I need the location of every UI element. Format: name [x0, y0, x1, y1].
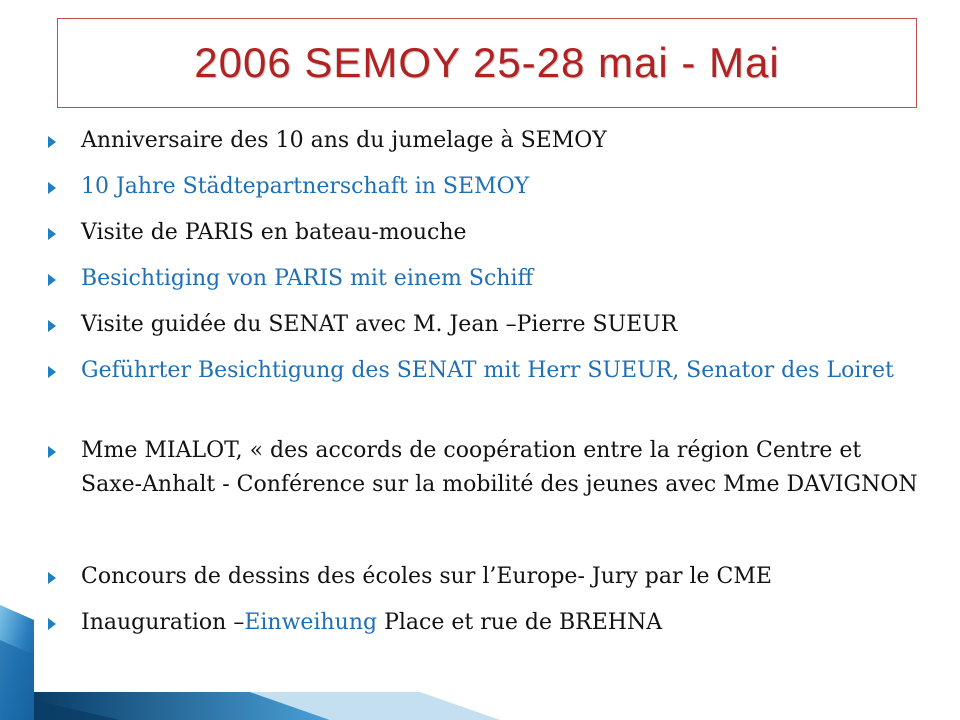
bullet-arrow-icon — [48, 228, 56, 240]
bullet-text-mixed — [81, 606, 926, 640]
bullet-text: Visite guidée du SENAT avec M. Jean –Pierre SUEUR — [81, 312, 678, 337]
bullet-item — [48, 170, 928, 204]
bullet-arrow-icon — [48, 572, 56, 584]
title-box — [57, 18, 917, 108]
bullet-arrow-icon — [48, 446, 56, 458]
bullet-text: Mme MIALOT, « des accords de coopération entre la région Centre et Saxe-Anhalt - Conférence sur la mobilité des jeunes avec Mme DAVIGNON — [81, 438, 918, 497]
bullet-text: Anniversaire des 10 ans du jumelage à SEMOY — [81, 128, 607, 153]
bullet-text: Geführter Besichtigung des SENAT mit Herr SUEUR, Senator des Loiret — [81, 358, 894, 383]
bullet-text-part-german: Einweihung — [244, 610, 378, 635]
bullet-text: Besichtiging von PARIS mit einem Schiff — [81, 266, 534, 291]
slide-title: 2006 SEMOY 25-28 mai - Mai — [194, 39, 780, 86]
bullet-text-part: Place et rue de BREHNA — [377, 610, 663, 635]
bullet-text: Visite de PARIS en bateau-mouche — [81, 220, 467, 245]
bullet-item — [48, 560, 928, 594]
bullet-text: Concours de dessins des écoles sur l’Europe- Jury par le CME — [81, 564, 772, 589]
bullet-item — [48, 216, 928, 250]
bullet-item — [48, 124, 928, 158]
bullet-item — [48, 262, 928, 296]
bullet-text: 10 Jahre Städtepartnerschaft in SEMOY — [81, 174, 530, 199]
bullet-item — [48, 308, 928, 342]
bullet-item — [48, 434, 928, 502]
bullet-arrow-icon — [48, 136, 56, 148]
bullet-arrow-icon — [48, 320, 56, 332]
bullet-arrow-icon — [48, 274, 56, 286]
bullet-item — [48, 354, 928, 388]
bullet-arrow-icon — [48, 182, 56, 194]
bullet-arrow-icon — [48, 366, 56, 378]
bullet-text-part: Inauguration – — [81, 610, 245, 635]
bullet-item — [48, 606, 928, 640]
bullet-arrow-icon — [48, 618, 56, 630]
